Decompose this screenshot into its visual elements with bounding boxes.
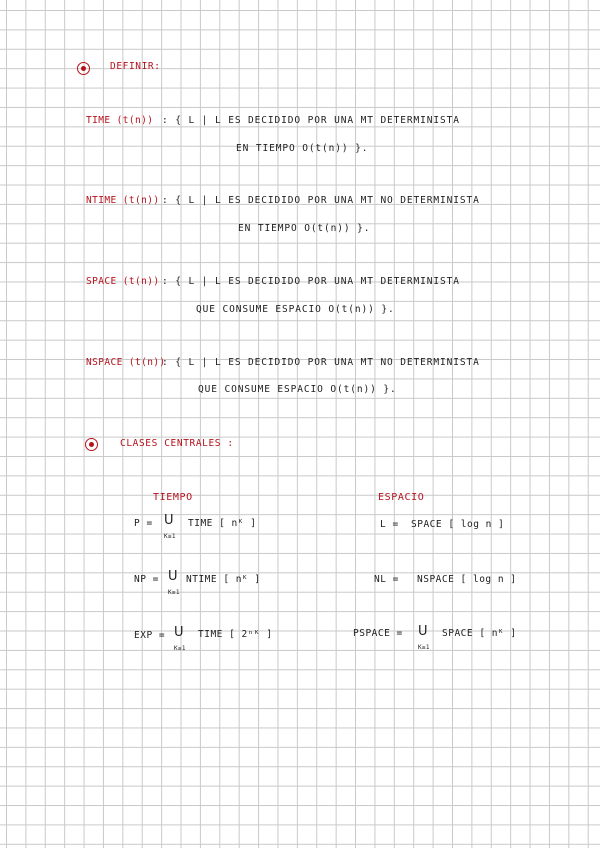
column-header-tiempo: TIEMPO [153, 492, 193, 503]
class-exp-union-symbol: U [174, 625, 184, 640]
class-np-union-subscript: K≥1 [168, 589, 180, 596]
column-header-espacio: ESPACIO [378, 492, 425, 503]
definition-text-nspace-line2: QUE CONSUME ESPACIO O(t(n)) }. [198, 384, 397, 395]
definition-label-time: TIME (t(n)) [86, 115, 154, 126]
definition-label-nspace: NSPACE (t(n)) [86, 357, 166, 368]
class-pspace-union-symbol: U [418, 624, 428, 639]
class-p-rhs: TIME [ nᴷ ] [188, 518, 257, 529]
class-np-union-symbol: U [168, 569, 178, 584]
class-pspace-lhs: PSPACE = [353, 628, 403, 639]
section-heading-definir: DEFINIR: [110, 61, 161, 72]
class-np-lhs: NP = [134, 574, 159, 585]
section-heading-clases: CLASES CENTRALES : [120, 438, 234, 449]
class-p-union-subscript: K≥1 [164, 533, 176, 540]
definition-text-time-line2: EN TIEMPO O(t(n)) }. [236, 143, 369, 154]
definition-text-time-line1: : { L | L ES DECIDIDO POR UNA MT DETERMINISTA [162, 115, 460, 126]
class-nl-rhs: NSPACE [ log n ] [417, 574, 517, 585]
class-p-union-symbol: U [164, 513, 174, 528]
definition-label-space: SPACE (t(n)) [86, 276, 160, 287]
definition-text-space-line1: : { L | L ES DECIDIDO POR UNA MT DETERMINISTA [162, 276, 460, 287]
class-l-rhs: SPACE [ log n ] [411, 519, 505, 530]
class-exp-lhs: EXP = [134, 630, 166, 641]
class-exp-union-subscript: K≥1 [174, 645, 186, 652]
class-p-lhs: P = [134, 518, 153, 529]
class-nl-lhs: NL = [374, 574, 399, 585]
class-pspace-rhs: SPACE [ nᴷ ] [442, 628, 517, 639]
definition-text-nspace-line1: : { L | L ES DECIDIDO POR UNA MT NO DETERMINISTA [162, 357, 480, 368]
class-exp-rhs: TIME [ 2ⁿᴷ ] [198, 629, 273, 640]
class-l-lhs: L = [380, 519, 399, 530]
definition-label-ntime: NTIME (t(n)) [86, 195, 160, 206]
definition-text-ntime-line1: : { L | L ES DECIDIDO POR UNA MT NO DETERMINISTA [162, 195, 480, 206]
section-bullet-definir [77, 62, 90, 75]
definition-text-space-line2: QUE CONSUME ESPACIO O(t(n)) }. [196, 304, 395, 315]
class-np-rhs: NTIME [ nᴷ ] [186, 574, 261, 585]
section-bullet-clases [85, 438, 98, 451]
class-pspace-union-subscript: K≥1 [418, 644, 430, 651]
definition-text-ntime-line2: EN TIEMPO O(t(n)) }. [238, 223, 371, 234]
